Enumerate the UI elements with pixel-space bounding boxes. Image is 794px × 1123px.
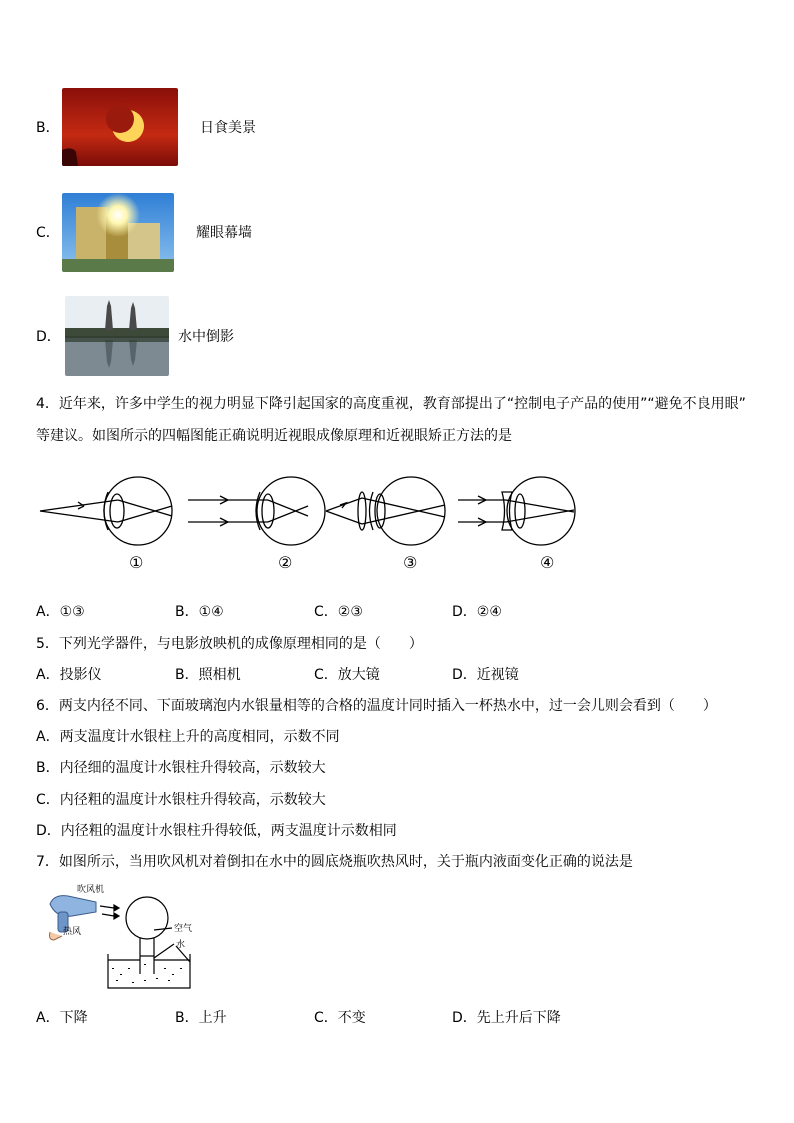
water-reflection-photo	[65, 296, 169, 376]
question-stem: 4．近年来，许多中学生的视力明显下降引起国家的高度重视，教育部提出了“控制电子产品的使用”“避免不良用眼”	[36, 396, 746, 412]
eye-diagram-4	[458, 477, 575, 545]
hairdryer-flask-figure	[44, 882, 214, 992]
eye-diagrams	[38, 472, 583, 552]
figure-label-2: ②	[278, 553, 293, 572]
figure-label-dryer: 吹风机	[77, 885, 105, 895]
figure-label-4: ④	[540, 553, 555, 572]
option-caption: 水中倒影	[178, 329, 234, 345]
option-d: D．②④	[452, 604, 502, 620]
option-letter: C．	[36, 225, 60, 241]
option-a: A．投影仪	[36, 667, 102, 683]
option-d: D．近视镜	[452, 667, 519, 683]
option-a: A．下降	[36, 1010, 88, 1026]
figure-label-3: ③	[403, 553, 418, 572]
option-caption: 日食美景	[200, 120, 256, 136]
option-b: B．上升	[175, 1010, 227, 1026]
option-caption: 耀眼幕墙	[196, 225, 252, 241]
option-letter: B．	[36, 120, 60, 136]
option-b: B．①④	[175, 604, 224, 620]
question-stem: 5．下列光学器件，与电影放映机的成像原理相同的是（ ）	[36, 636, 423, 652]
option-a: A．两支温度计水银柱上升的高度相同，示数不同	[36, 729, 340, 745]
figure-label-1: ①	[129, 553, 144, 572]
figure-label-water: 水	[176, 940, 186, 950]
option-c: C．内径粗的温度计水银柱升得较高，示数较大	[36, 792, 326, 808]
option-letter: D．	[36, 329, 61, 345]
question-stem-continued: 等建议。如图所示的四幅图能正确说明近视眼成像原理和近视眼矫正方法的是	[36, 428, 512, 444]
option-c: C．②③	[314, 604, 363, 620]
option-d: D．内径粗的温度计水银柱升得较低，两支温度计示数相同	[36, 823, 397, 839]
question-stem: 7．如图所示，当用吹风机对着倒扣在水中的圆底烧瓶吹热风时，关于瓶内液面变化正确的说法是	[36, 854, 633, 870]
option-c: C．不变	[314, 1010, 366, 1026]
option-c: C．放大镜	[314, 667, 380, 683]
option-b: B．照相机	[175, 667, 241, 683]
question-stem: 6．两支内径不同、下面玻璃泡内水银量相等的合格的温度计同时插入一杯热水中，过一会儿则会看到（ ）	[36, 698, 717, 714]
glass-curtain-wall-photo	[62, 193, 174, 272]
solar-eclipse-photo	[62, 88, 178, 166]
figure-label-hot-air: 热风	[63, 927, 82, 937]
eye-diagram-1	[40, 477, 172, 545]
option-b: B．内径细的温度计水银柱升得较高，示数较大	[36, 760, 326, 776]
option-a: A．①③	[36, 604, 85, 620]
eye-diagram-3	[326, 477, 445, 545]
figure-label-air: 空气	[174, 924, 193, 934]
eye-diagram-2	[188, 477, 325, 545]
option-d: D．先上升后下降	[452, 1010, 561, 1026]
